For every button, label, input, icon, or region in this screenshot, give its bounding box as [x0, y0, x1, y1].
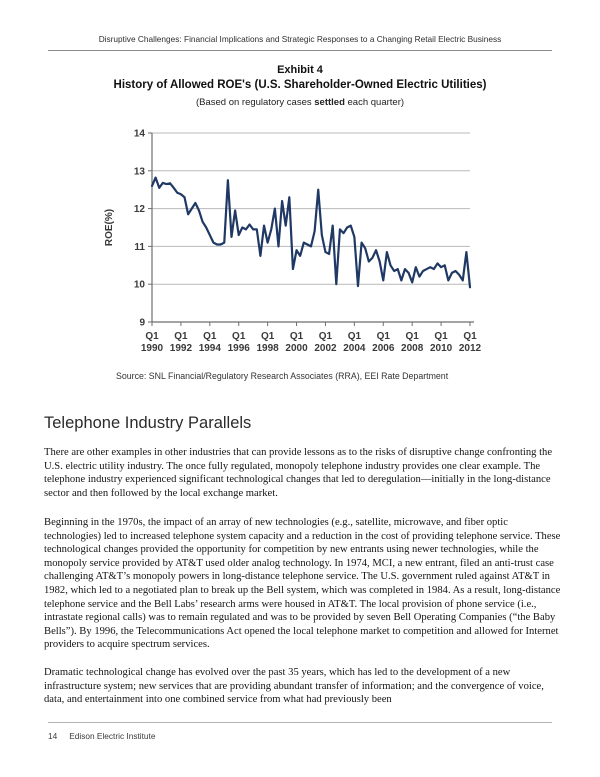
svg-text:1992: 1992 — [169, 343, 193, 354]
footer-rule — [48, 722, 552, 723]
svg-text:9: 9 — [139, 317, 145, 329]
svg-text:13: 13 — [133, 166, 145, 178]
svg-text:Q1: Q1 — [145, 331, 159, 342]
svg-text:Q1: Q1 — [232, 331, 246, 342]
section-heading: Telephone Industry Parallels — [44, 414, 252, 432]
header-rule — [48, 50, 552, 51]
svg-text:2002: 2002 — [314, 343, 337, 354]
svg-text:14: 14 — [133, 128, 145, 140]
svg-text:2004: 2004 — [343, 343, 366, 354]
page-footer — [48, 731, 155, 741]
svg-text:Q1: Q1 — [376, 331, 390, 342]
svg-text:12: 12 — [133, 204, 145, 216]
svg-text:11: 11 — [134, 241, 145, 253]
body-paragraph: Beginning in the 1970s, the impact of an array of new technologies (e.g., satellite, microwave, and fiber optic technologies) led to increased telephone system capacity and a reduction in the cost of providing telephone service. These technological changes provided the opportunity for competition by new entrants using newer technologies, while the monopoly service provided by AT&T used older analog technology. In 1974, MCI, a new entrant, filed an anti-trust case challenging AT&T’s monopoly powers in long-distance telephone service. The U.S. government ruled against AT&T in 1982, which led to a negotiated plan to break up the Bell system, which was completed in 1984. As a result, long-distance telephone service and the Bell Labs’ research arms were housed in AT&T. The local provision of phone service (i.e., intrastate regional calls) was to remain regulated and was to be provided by seven Bell Operating Companies (“the Baby Bells”). By 1996, the Telecommunications Act opened the local telephone market to competition and allowed for Internet providers to acquire spectrum services. — [44, 517, 561, 651]
exhibit-subtitle-suffix: each quarter) — [344, 97, 405, 108]
exhibit-title: History of Allowed ROE's (U.S. Shareholder-Owned Electric Utilities) — [113, 79, 487, 91]
footer-org-name: Edison Electric Institute — [69, 731, 156, 741]
svg-text:Q1: Q1 — [260, 331, 275, 342]
svg-text:1990: 1990 — [140, 343, 164, 354]
exhibit-label: Exhibit 4 — [277, 64, 323, 76]
svg-text:2000: 2000 — [285, 343, 308, 354]
svg-text:ROE(%): ROE(%) — [104, 208, 115, 247]
page-number: 14 — [48, 731, 58, 741]
svg-text:2006: 2006 — [372, 343, 395, 354]
svg-text:Q1: Q1 — [318, 331, 333, 342]
svg-text:Q1: Q1 — [405, 331, 419, 342]
svg-text:10: 10 — [133, 279, 145, 291]
roe-line-chart-svg — [90, 120, 490, 360]
chart-source-note: Source: SNL Financial/Regulatory Research Associates (RRA), EEI Rate Department — [116, 371, 449, 381]
body-paragraph: There are other examples in other industries that can provide lessons as to the risks of disruptive change confronting the U.S. electric utility industry. The once fully regulated, monopoly telephone industry provides one clear example. The telephone industry experienced significant technological changes that led to deregulation—initially in the long-distance sector and then followed by the local exchange market. — [44, 447, 553, 499]
svg-text:Q1: Q1 — [289, 331, 304, 342]
exhibit-subtitle-prefix: (Based on regulatory cases — [195, 97, 315, 108]
svg-text:Q1: Q1 — [434, 331, 448, 342]
svg-text:Q1: Q1 — [174, 331, 188, 342]
svg-text:Q1: Q1 — [347, 331, 362, 342]
svg-text:2012: 2012 — [458, 343, 482, 354]
running-header-title: Disruptive Challenges: Financial Implications and Strategic Responses to a Changing Retail Electric Business — [98, 34, 502, 44]
svg-text:2008: 2008 — [401, 343, 424, 354]
svg-text:1996: 1996 — [227, 343, 250, 354]
exhibit-subtitle — [0, 97, 600, 108]
svg-text:2010: 2010 — [429, 343, 453, 354]
exhibit-subtitle-bold-word: settled — [314, 97, 345, 108]
svg-text:Q1: Q1 — [203, 331, 217, 342]
body-paragraph: Dramatic technological change has evolved over the past 35 years, which has led to the development of a new infrastructure system; new services that are providing abundant transfer of information; and the convergence of voice, data, and entertainment into one combined service from what had previously been — [44, 667, 544, 706]
svg-text:1994: 1994 — [198, 343, 221, 354]
roe-line-chart — [90, 120, 490, 360]
svg-text:1998: 1998 — [256, 343, 279, 354]
svg-text:Q1: Q1 — [463, 331, 477, 342]
